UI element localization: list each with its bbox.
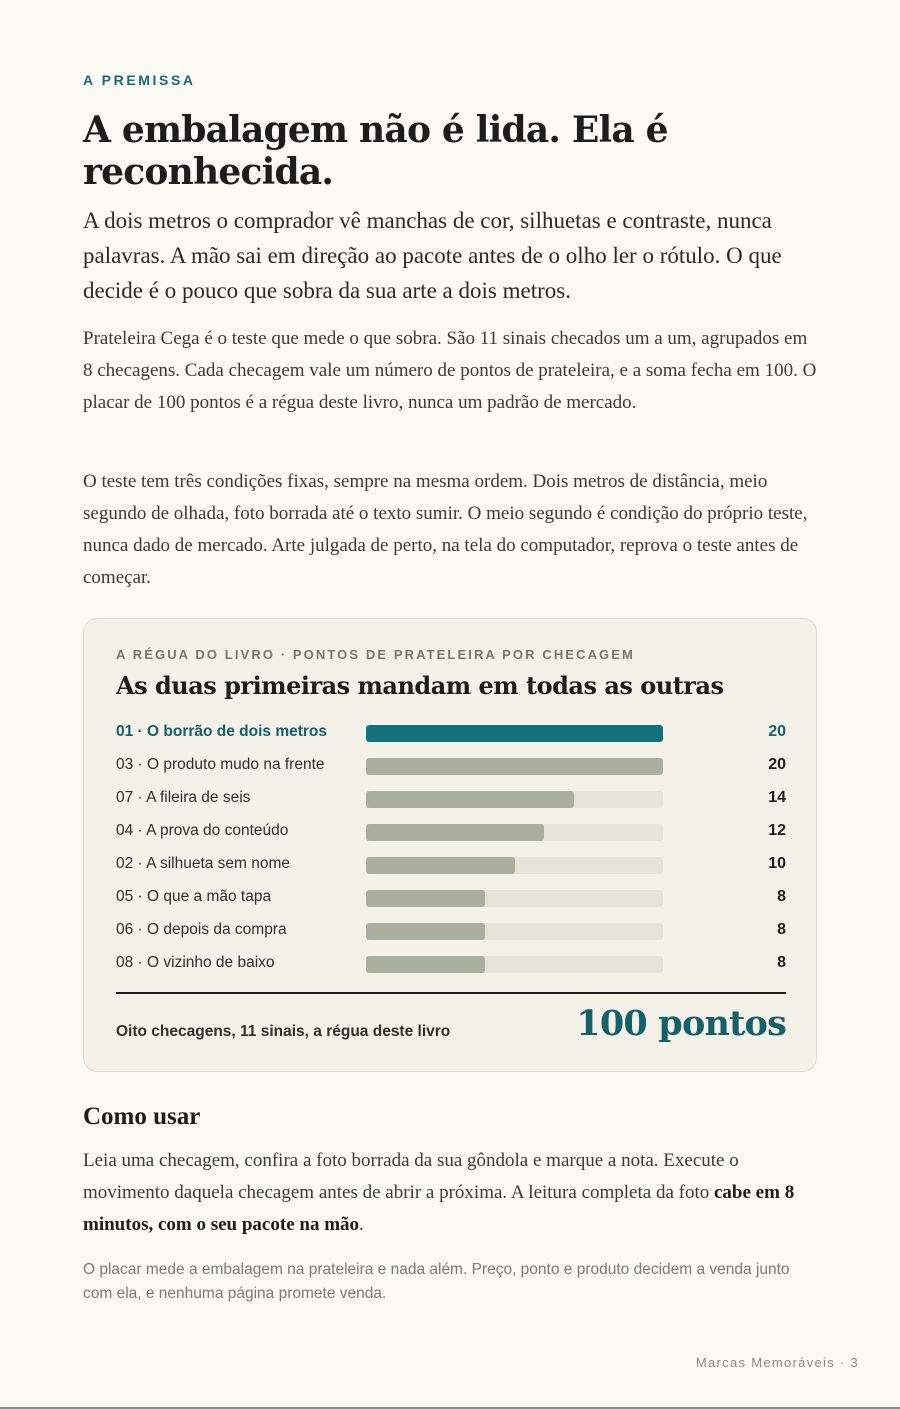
chart-bar-value: 20	[768, 756, 786, 773]
chart-bar-value: 8	[777, 888, 786, 905]
chart-row	[116, 818, 786, 851]
chart-row	[116, 785, 786, 818]
chart-bar-track	[366, 758, 663, 775]
chart-row	[116, 917, 786, 950]
chart-row-label: 02 · A silhueta sem nome	[116, 855, 291, 872]
page-footer: Marcas Memoráveis · 3	[695, 1355, 859, 1370]
chart-row-label: 08 · O vizinho de baixo	[116, 954, 275, 971]
chart-bar	[366, 824, 544, 841]
chart-eyebrow: A RÉGUA DO LIVRO · PONTOS DE PRATELEIRA POR CHECAGEM	[116, 647, 635, 662]
chart-bar-value: 8	[777, 954, 786, 971]
body-paragraph-2: O teste tem três condições fixas, sempre na mesma ordem. Dois metros de distância, meio segundo de olhada, foto borrada até o texto sumir. O meio segundo é condição do próprio teste, nunca dado de mercado. Arte julgada de perto, na tela do computador, reprova o teste antes de começar.	[83, 471, 808, 588]
lead-paragraph: A dois metros o comprador vê manchas de cor, silhuetas e contraste, nunca palavras. A mão sai em direção ao pacote antes de o olho ler o rótulo. O que decide é o pouco que sobra da sua arte a dois metros.	[83, 208, 782, 303]
chart-row	[116, 884, 786, 917]
usage-heading: Como usar	[83, 1103, 201, 1130]
body-paragraph-1: Prateleira Cega é o teste que mede o que sobra. São 11 sinais checados um a um, agrupados em 8 checagens. Cada checagem vale um número de pontos de prateleira, e a soma fecha em 100. O placar de 100 pontos é a régua deste livro, nunca um padrão de mercado.	[83, 328, 817, 413]
usage-text-before: Leia uma checagem, confira a foto borrada da sua gôndola e marque a nota. Execute o movimento daquela checagem antes de abrir a próxima. A leitura completa da foto	[83, 1150, 739, 1203]
page-title: A embalagem não é lida. Ela é reconhecida.	[83, 109, 668, 193]
chart-summary-label: Oito checagens, 11 sinais, a régua deste livro	[116, 1023, 451, 1040]
chart-bar-value: 10	[768, 855, 786, 872]
chart-bar-value: 14	[768, 789, 786, 806]
chart-row-label: 04 · A prova do conteúdo	[116, 822, 289, 839]
chart-bar-value: 20	[768, 723, 786, 740]
chart-row-label: 07 · A fileira de seis	[116, 789, 251, 806]
chart-bar-track	[366, 857, 663, 874]
chart-bar-value: 12	[768, 822, 786, 839]
chart-bar	[366, 890, 485, 907]
chart-row	[116, 752, 786, 785]
chart-row	[116, 851, 786, 884]
chart-row-label: 03 · O produto mudo na frente	[116, 756, 325, 773]
chart-bar	[366, 791, 574, 808]
chart-bar	[366, 725, 663, 742]
chart-bar-track	[366, 923, 663, 940]
chart-bar-track	[366, 725, 663, 742]
chart-row-label: 01 · O borrão de dois metros	[116, 723, 328, 740]
section-eyebrow: A PREMISSA	[83, 72, 196, 88]
chart-bar-track	[366, 890, 663, 907]
chart-total-value: 100 pontos	[576, 1003, 786, 1044]
disclaimer-note: O placar mede a embalagem na prateleira e nada além. Preço, ponto e produto decidem a venda junto com ela, e nenhuma página promete venda.	[83, 1261, 790, 1302]
usage-text-after: .	[359, 1214, 364, 1235]
chart-row-label: 05 · O que a mão tapa	[116, 888, 272, 905]
chart-title: As duas primeiras mandam em todas as outras	[116, 671, 724, 700]
chart-bar	[366, 956, 485, 973]
usage-paragraph	[83, 1145, 819, 1241]
chart-bar	[366, 923, 485, 940]
chart-bar	[366, 758, 663, 775]
chart-bar-track	[366, 956, 663, 973]
usage-text-bold: cabe em 8 minutos, com o seu pacote na mão	[83, 1182, 795, 1235]
score-chart-card	[83, 618, 817, 1072]
chart-bar	[366, 857, 515, 874]
chart-row	[116, 950, 786, 983]
chart-row-label: 06 · O depois da compra	[116, 921, 287, 938]
chart-row	[116, 719, 786, 752]
chart-bar-track	[366, 824, 663, 841]
chart-bar-value: 8	[777, 921, 786, 938]
chart-total-rule	[116, 992, 786, 994]
chart-bar-track	[366, 791, 663, 808]
